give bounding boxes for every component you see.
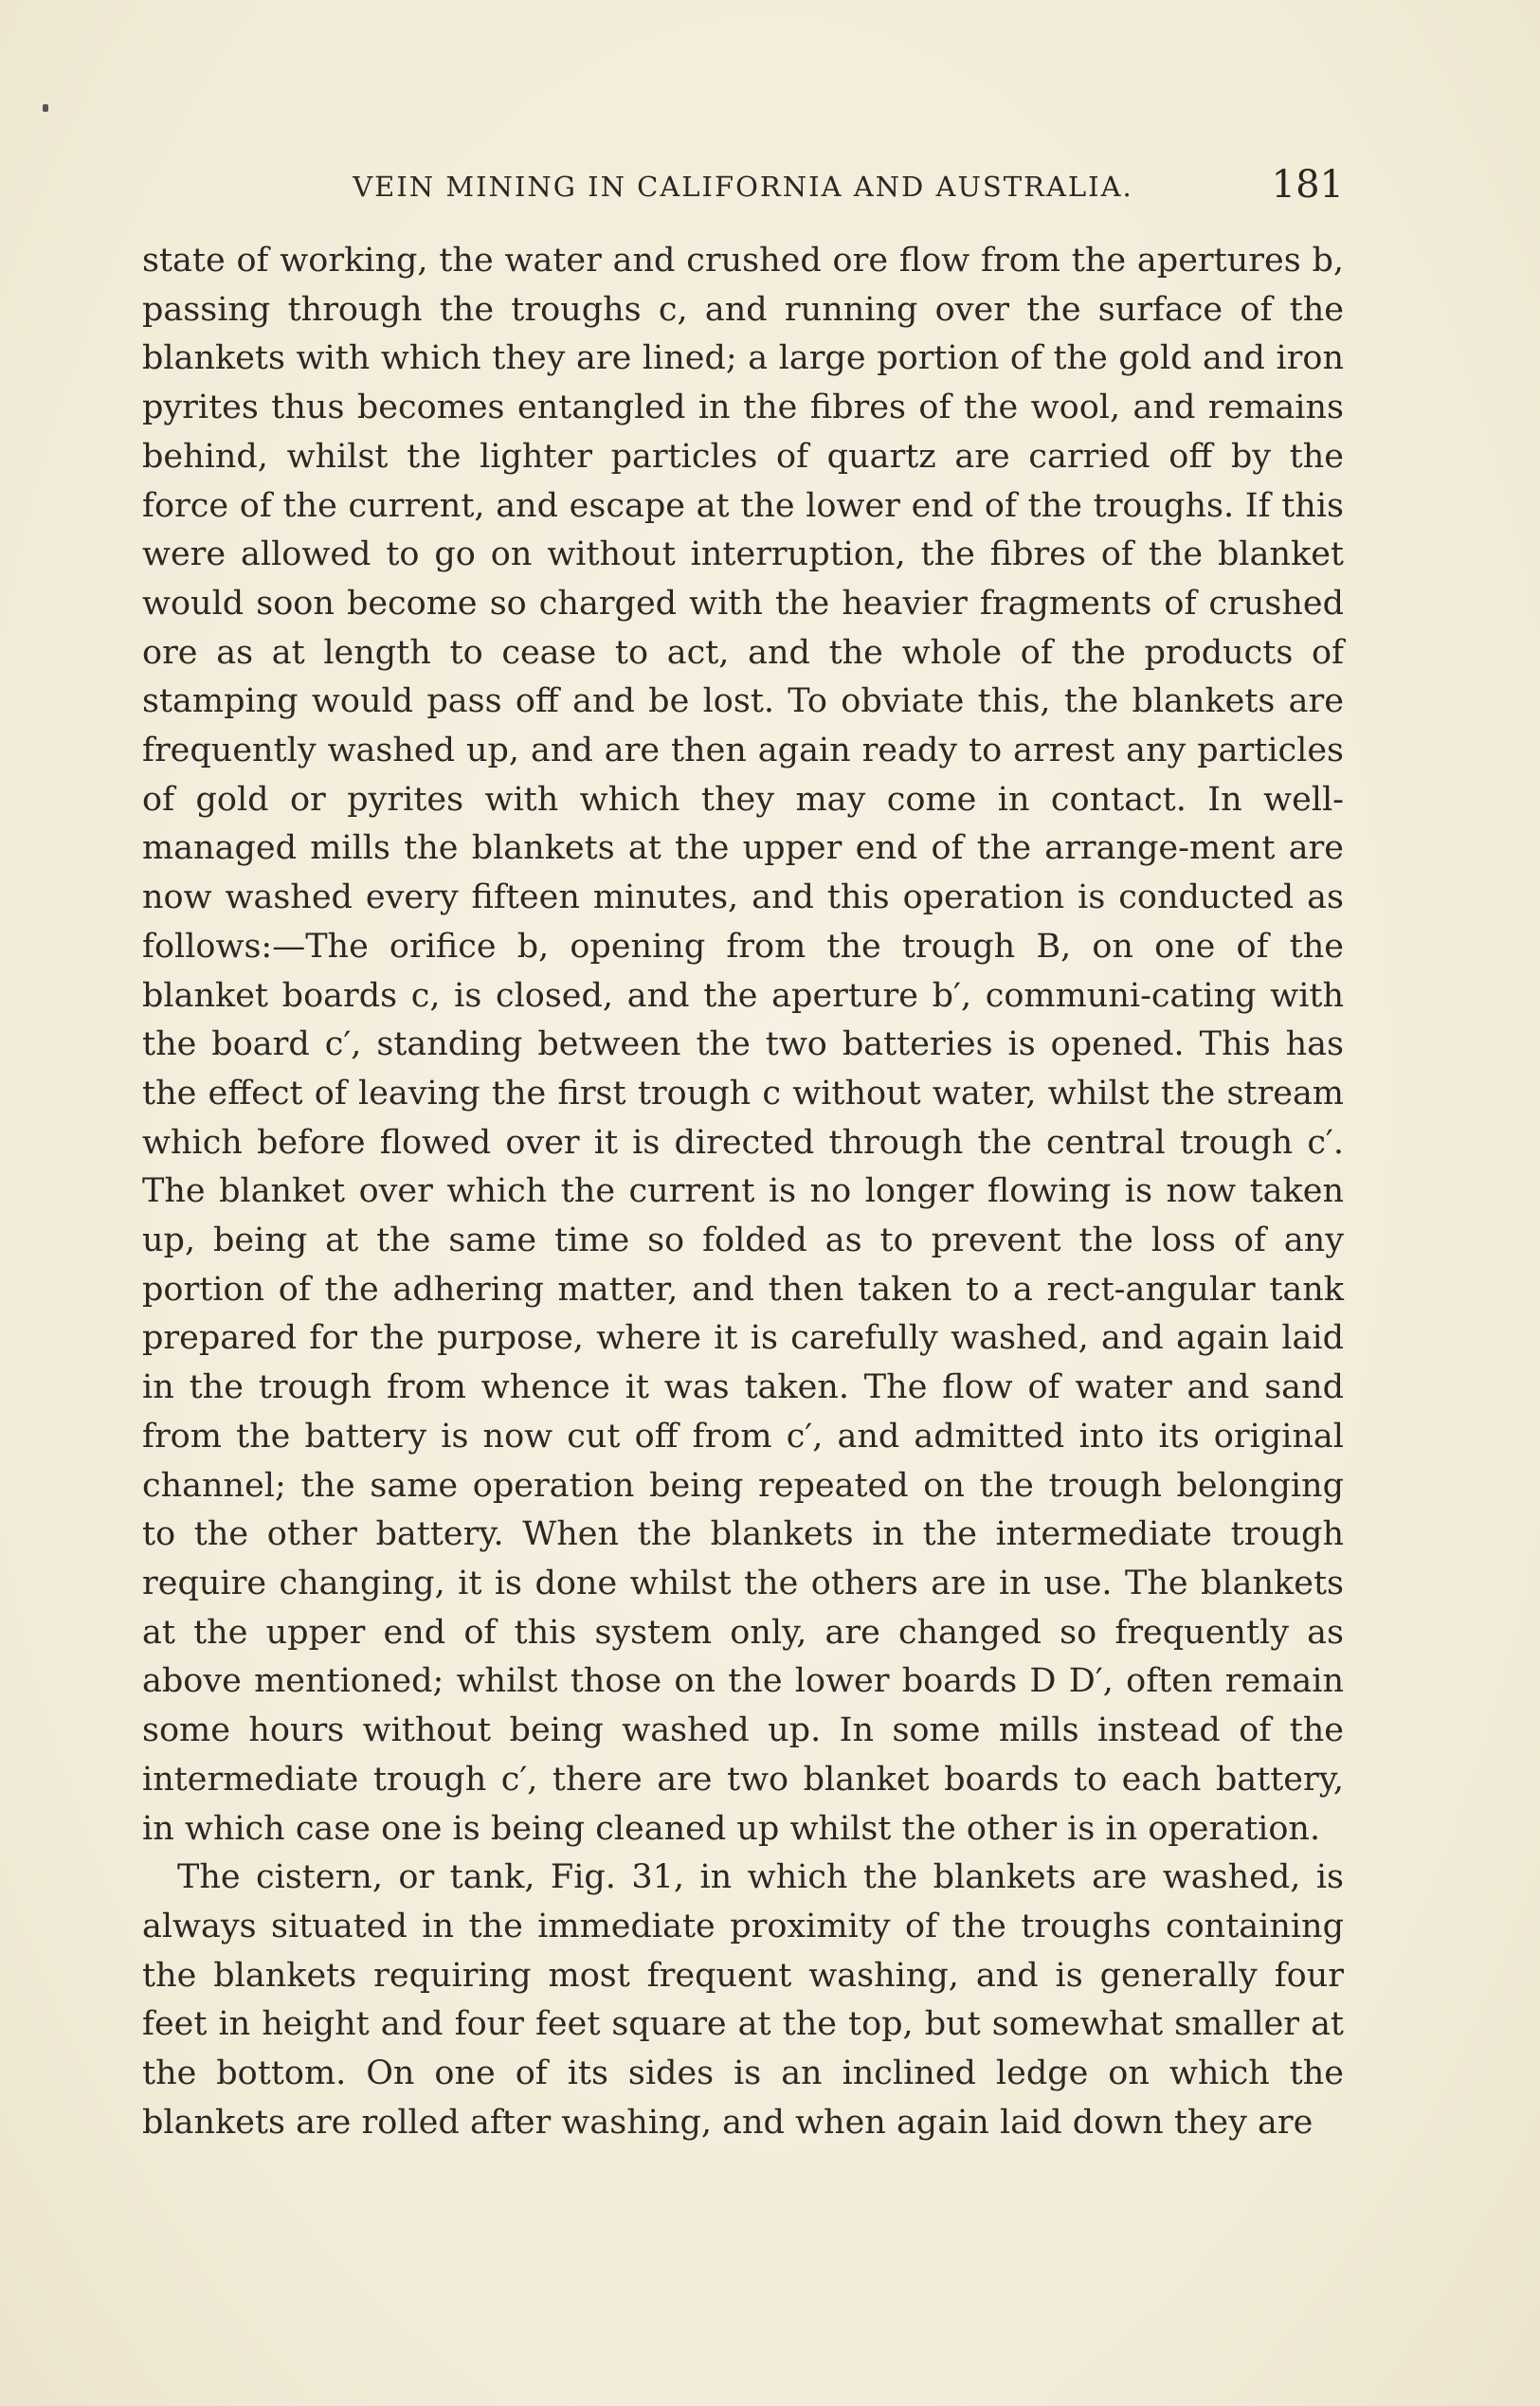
ink-speck xyxy=(43,104,48,112)
page-body xyxy=(142,237,1344,2147)
paragraph-continued: state of working, the water and crushed ore flow from the apertures b, passing through the troughs c, and running over the surface of the blankets with which they are lined; a large portion of the gold and iron pyrites thus becomes entangled in the fibres of the wool, and remains behind, whilst the lighter particles of quartz are carried off by the force of the current, and escape at the lower end of the troughs. If this were allowed to go on without interruption, the fibres of the blanket would soon become so charged with the heavier fragments of crushed ore as at length to cease to act, and the whole of the products of stamping would pass off and be lost. To obviate this, the blankets are frequently washed up, and are then again ready to arrest any particles of gold or pyrites with which they may come in contact. In well-managed mills the blankets at the upper end of the arrange-ment are now washed every fifteen minutes, and this operation is conducted as follows:—The orifice b, opening from the trough B, on one of the blanket boards c, is closed, and the aperture b′, communi-cating with the board c′, standing between the two batteries is opened. This has the effect of leaving the first trough c without water, whilst the stream which before flowed over it is directed through the central trough c′. The blanket over which the current is no longer flowing is now taken up, being at the same time so folded as to prevent the loss of any portion of the adhering matter, and then taken to a rect-angular tank prepared for the purpose, where it is carefully washed, and again laid in the trough from whence it was taken. The flow of water and sand from the battery is now cut off from c′, and admitted into its original channel; the same operation being repeated on the trough belonging to the other battery. When the blankets in the intermediate trough require changing, it is done whilst the others are in use. The blankets at the upper end of this system only, are changed so frequently as above mentioned; whilst those on the lower boards D D′, often remain some hours without being washed up. In some mills instead of the intermediate trough c′, there are two blanket boards to each battery, in which case one is being cleaned up whilst the other is in operation. xyxy=(142,242,1344,1848)
page-number: 181 xyxy=(1271,163,1344,207)
running-title: VEIN MINING IN CALIFORNIA AND AUSTRALIA. xyxy=(353,171,1133,203)
paragraph-cistern: The cistern, or tank, Fig. 31, in which the blankets are washed, is always situated in the immediate proximity of the troughs containing the blankets requiring most frequent washing, and is generally four feet in height and four feet square at the top, but somewhat smaller at the bottom. On one of its sides is an inclined ledge on which the blankets are rolled after washing, and when again laid down they are xyxy=(142,1858,1344,2142)
page-header xyxy=(142,163,1344,210)
